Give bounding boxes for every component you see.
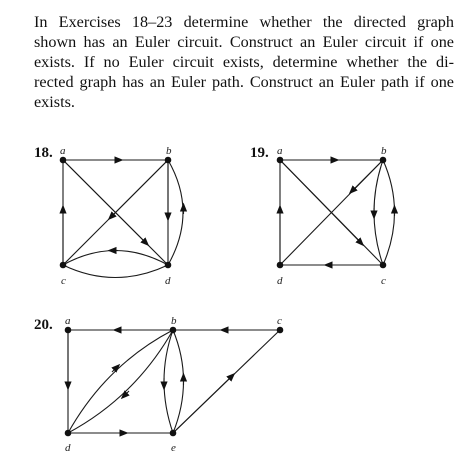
label-20-e: e: [171, 442, 176, 454]
exercise-19-number: 19.: [250, 145, 269, 161]
label-18-c: c: [61, 275, 66, 287]
edge-18-c-d: [63, 265, 168, 278]
label-20-b: b: [171, 315, 177, 327]
vertex-19-c: [380, 262, 387, 269]
graph-18-edges: [63, 160, 184, 278]
vertex-20-d: [65, 430, 72, 437]
instruction-line-5: exists.: [34, 93, 75, 111]
instruction-line-3: exists. If no Euler circuit exists, determine whether the di-: [34, 53, 454, 71]
edge-19-c-b: [383, 160, 395, 265]
vertex-20-b: [170, 327, 177, 334]
label-19-d: d: [277, 275, 283, 287]
graph-19: [250, 145, 395, 287]
edge-18-d-b: [168, 160, 183, 265]
label-18-d: d: [165, 275, 171, 287]
label-18-b: b: [166, 145, 172, 157]
edge-18-d-c: [63, 251, 168, 266]
graph-20-vertices: [65, 327, 284, 437]
edge-20-b-e: [164, 330, 173, 433]
vertex-19-b: [380, 157, 387, 164]
arrow-19-a-c: [280, 160, 361, 243]
graph-19-edges: [280, 160, 395, 265]
edge-20-b-d: [68, 330, 173, 433]
exercise-18-number: 18.: [34, 145, 53, 161]
vertex-18-d: [165, 262, 172, 269]
instruction-line-4: rected graph has an Euler path. Construct an Euler path if one: [34, 73, 454, 91]
vertex-19-d: [277, 262, 284, 269]
vertex-20-a: [65, 327, 72, 334]
vertex-20-e: [170, 430, 177, 437]
edge-20-e-b: [173, 330, 184, 433]
label-20-a: a: [65, 315, 71, 327]
instruction-line-1: In Exercises 18–23 determine whether the directed graph: [34, 13, 454, 31]
graph-20: [34, 315, 283, 454]
vertex-20-c: [277, 327, 284, 334]
label-20-d: d: [65, 442, 71, 454]
label-19-a: a: [277, 145, 283, 157]
label-20-c: c: [277, 315, 282, 327]
exercise-20-number: 20.: [34, 317, 53, 333]
vertex-18-a: [60, 157, 67, 164]
edge-20-d-b: [68, 330, 173, 433]
label-19-c: c: [381, 275, 386, 287]
vertex-18-b: [165, 157, 172, 164]
label-19-b: b: [381, 145, 387, 157]
vertex-18-c: [60, 262, 67, 269]
graph-18: [34, 145, 184, 287]
vertex-19-a: [277, 157, 284, 164]
instruction-line-2: shown has an Euler circuit. Construct an Euler circuit if one: [34, 33, 454, 51]
arrow-18-b-c: [111, 160, 168, 217]
arrow-18-a-d: [63, 160, 146, 243]
arrow-20-d-b: [112, 367, 117, 372]
edge-19-b-c: [374, 160, 383, 265]
label-18-a: a: [60, 145, 66, 157]
graph-20-edges: [68, 330, 280, 433]
